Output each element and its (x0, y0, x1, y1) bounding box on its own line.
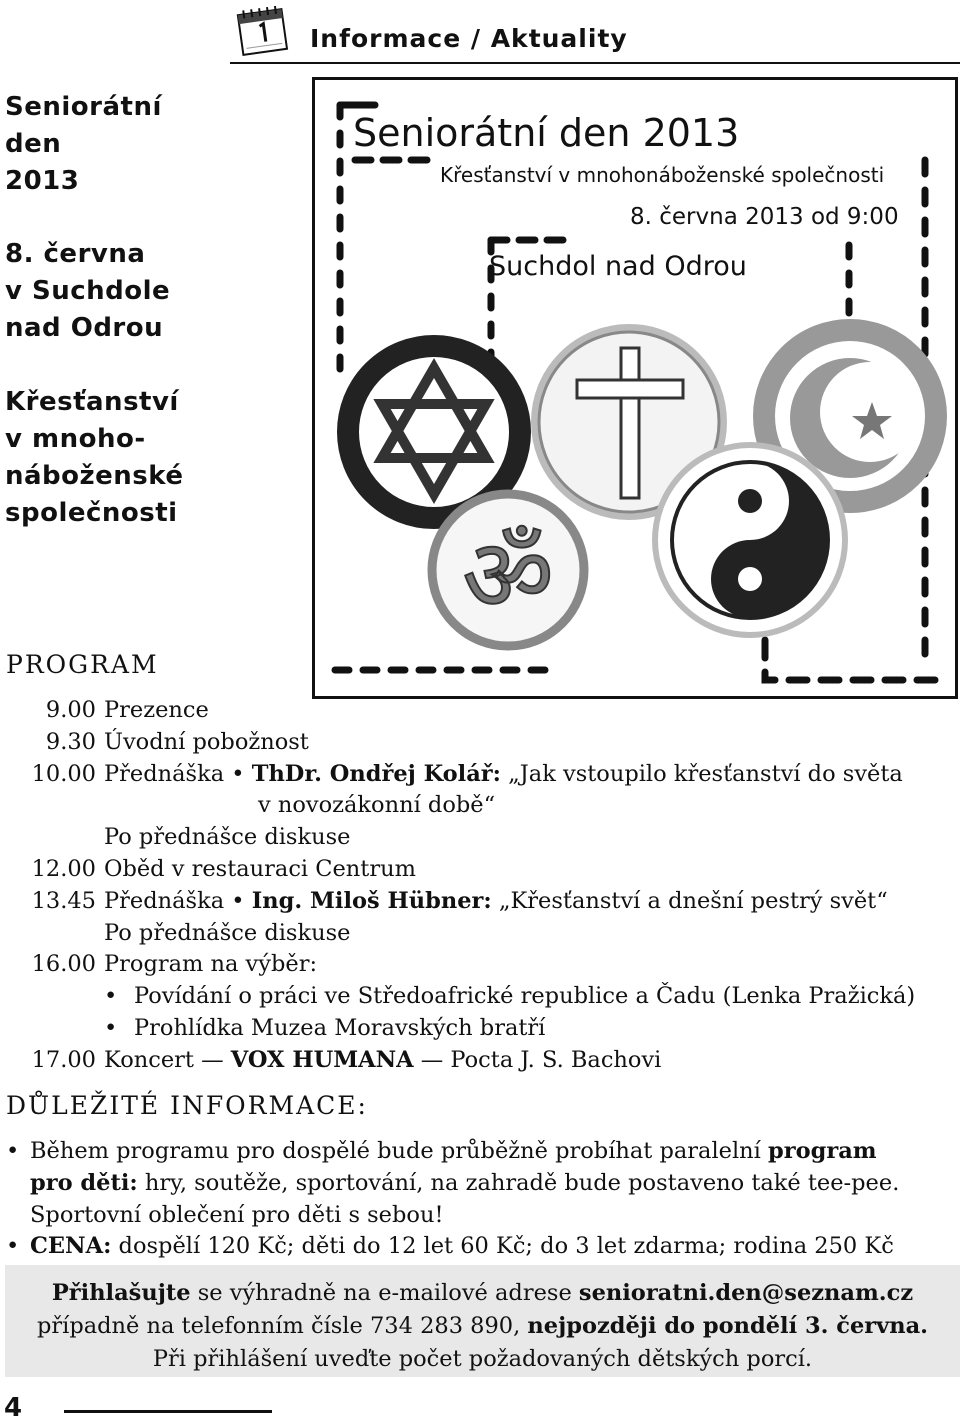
registration-box (5, 1265, 960, 1377)
lecture-title: „Křesťanství a dnešní pestrý svět“ (491, 887, 888, 914)
header-divider (230, 62, 960, 64)
registration-deadline: nejpozději do pondělí 3. června. (527, 1313, 929, 1339)
sidebar-title-line: 2013 (5, 166, 80, 196)
info-text-bold: program (768, 1138, 877, 1164)
event-poster (312, 77, 958, 699)
concert-label: Koncert — (104, 1046, 231, 1073)
sidebar-date-line: v Suchdole (5, 276, 171, 306)
lecture-title-continued: v novozákonní době“ (258, 792, 496, 819)
info-list (0, 1136, 960, 1263)
registration-email-link[interactable]: senioratni.den@seznam.cz (578, 1280, 914, 1306)
svg-text:ॐ: ॐ (462, 517, 554, 634)
program-row (0, 886, 960, 918)
ensemble-name: VOX HUMANA (230, 1046, 414, 1073)
program-time: 12.00 (31, 855, 96, 882)
info-text (30, 1168, 899, 1200)
bullet-icon: • (104, 1014, 118, 1041)
registration-text: se výhradně na e-mailové adrese (190, 1280, 579, 1306)
registration-line (5, 1310, 960, 1343)
bullet-icon: • (104, 983, 118, 1010)
lecture-label: Přednáška • (104, 760, 252, 787)
yin-yang-icon (655, 445, 845, 635)
discussion-note: Po přednášce diskuse (104, 824, 351, 851)
program-text: Úvodní pobožnost (104, 728, 309, 755)
price-text (30, 1231, 894, 1263)
program-time: 9.30 (45, 728, 96, 755)
info-text-part: hry, soutěže, sportování, na zahradě bude postaveno také tee-pee. (137, 1169, 900, 1196)
poster-date: 8. června 2013 od 9:00 (630, 204, 899, 230)
sidebar-theme-line: společnosti (5, 498, 178, 528)
speaker-name: Ing. Miloš Hübner: (251, 887, 492, 914)
program-row (0, 854, 960, 886)
sidebar-theme (5, 384, 184, 532)
registration-emphasis: Přihlašujte (51, 1280, 191, 1306)
info-text (30, 1136, 877, 1168)
info-text: Sportovní oblečení pro děti s sebou! (30, 1201, 444, 1228)
program-row (0, 1045, 960, 1077)
sidebar-title (5, 89, 162, 200)
sidebar-theme-line: Křesťanství (5, 387, 179, 417)
program-text (104, 886, 888, 918)
concert-title: — Pocta J. S. Bachovi (413, 1046, 662, 1073)
price-values: dospělí 120 Kč; děti do 12 let 60 Kč; do 3 let zdarma; rodina 250 Kč (111, 1233, 894, 1260)
discussion-note: Po přednášce diskuse (104, 919, 351, 946)
program-row-continued (0, 822, 960, 854)
sidebar-date-line: 8. června (5, 239, 146, 269)
program-row (0, 949, 960, 981)
sidebar-title-line: den (5, 129, 62, 159)
info-text-part: Během programu pro dospělé bude průběžně probíhat paralelní (30, 1138, 769, 1164)
program-time: 16.00 (31, 951, 96, 978)
info-heading: DŮLEŽITÉ INFORMACE: (6, 1091, 368, 1120)
page-number: 4 (4, 1393, 23, 1423)
poster-title: Seniorátní den 2013 (353, 111, 740, 155)
program-text (104, 1045, 661, 1077)
program-option-text: Povídání o práci ve Středoafrické republice a Čadu (Lenka Pražická) (134, 983, 916, 1010)
program-row (0, 759, 960, 791)
program-row-continued (0, 790, 960, 822)
lecture-title: „Jak vstoupilo křesťanství do světa (500, 760, 903, 787)
footer-rule (64, 1410, 272, 1413)
program-row-continued (0, 918, 960, 950)
sidebar-theme-line: náboženské (5, 461, 184, 491)
sidebar-theme-line: v mnoho- (5, 424, 146, 454)
info-item-continued (0, 1200, 960, 1232)
program-heading: PROGRAM (6, 650, 159, 679)
program-row (0, 727, 960, 759)
program-option (0, 1013, 960, 1045)
info-item (0, 1136, 960, 1168)
program-row (0, 695, 960, 727)
poster-subtitle: Křesťanství v mnohonáboženské společnosti (440, 163, 885, 187)
program-text: Oběd v restauraci Centrum (104, 855, 416, 882)
program-text: Program na výběr: (104, 951, 318, 978)
info-item (0, 1231, 960, 1263)
price-label: CENA: (30, 1233, 112, 1260)
section-title: Informace / Aktuality (310, 24, 628, 53)
poster-place: Suchdol nad Odrou (489, 251, 747, 282)
program-text (104, 759, 903, 791)
om-icon (432, 494, 584, 646)
lecture-label: Přednáška • (104, 887, 252, 914)
registration-line (5, 1277, 960, 1310)
bullet-icon: • (6, 1233, 20, 1260)
info-item-continued (0, 1168, 960, 1200)
sidebar-title-line: Seniorátní (5, 92, 162, 122)
program-list (0, 695, 960, 1077)
program-time: 13.45 (31, 887, 96, 914)
sidebar-date-line: nad Odrou (5, 313, 164, 343)
registration-text: případně na telefonním čísle 734 283 890, (36, 1313, 528, 1339)
bullet-icon: • (6, 1138, 20, 1164)
info-text-bold: pro děti: (30, 1169, 138, 1196)
program-option-text: Prohlídka Muzea Moravských bratří (134, 1014, 546, 1041)
program-time: 9.00 (45, 697, 96, 723)
program-text: Prezence (104, 697, 209, 723)
program-time: 17.00 (31, 1046, 96, 1073)
program-option (0, 981, 960, 1013)
calendar-icon (232, 2, 292, 56)
speaker-name: ThDr. Ondřej Kolář: (251, 760, 501, 787)
sidebar-date (5, 236, 170, 347)
program-time: 10.00 (31, 760, 96, 787)
registration-line: Při přihlášení uveďte počet požadovaných dětských porcí. (152, 1346, 813, 1372)
